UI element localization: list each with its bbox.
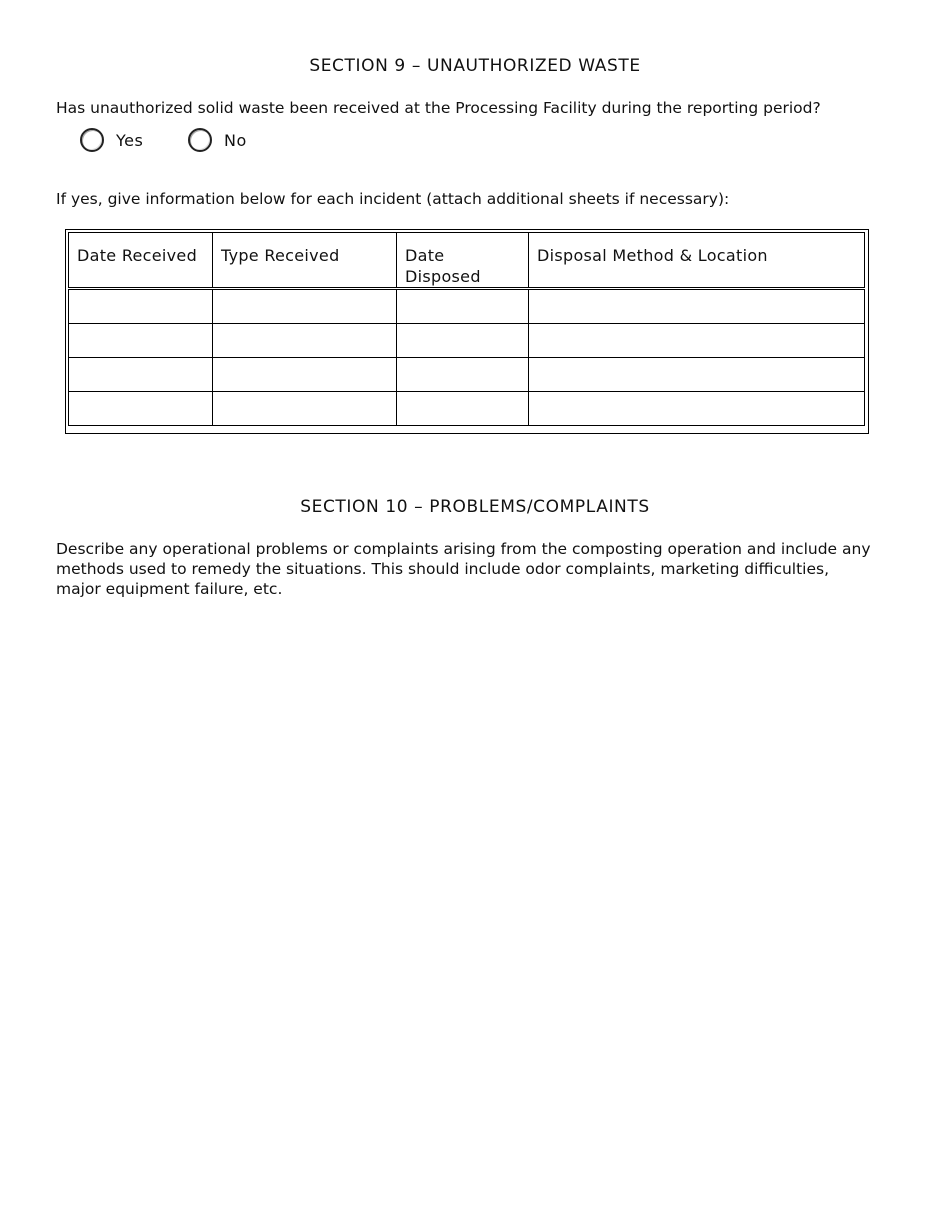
yes-radio-button[interactable] — [80, 128, 104, 152]
no-label: No — [224, 130, 247, 150]
type-received-cell[interactable] — [213, 392, 397, 426]
date-received-cell[interactable] — [69, 392, 213, 426]
problems-complaints-description: Describe any operational problems or complaints arising from the composting operation and include any methods used to remedy the situations. This should include odor complaints, marketing difficulties, major equipment failure, etc. — [56, 540, 871, 598]
date-disposed-cell[interactable] — [397, 358, 529, 392]
header-disposal-method-location: Disposal Method & Location — [529, 233, 865, 289]
date-disposed-cell[interactable] — [397, 324, 529, 358]
no-radio-button[interactable] — [188, 128, 212, 152]
date-disposed-cell[interactable] — [397, 289, 529, 324]
header-type-received: Type Received — [213, 233, 397, 289]
disposal-method-cell[interactable] — [529, 392, 865, 426]
type-received-cell[interactable] — [213, 324, 397, 358]
header-date-disposed: Date Disposed — [397, 233, 529, 289]
header-date-received: Date Received — [69, 233, 213, 289]
table-header-row — [69, 233, 865, 289]
table-row — [69, 392, 865, 426]
disposal-method-cell[interactable] — [529, 324, 865, 358]
incident-instructions: If yes, give information below for each incident (attach additional sheets if necessary): — [56, 190, 730, 208]
date-received-cell[interactable] — [69, 358, 213, 392]
type-received-cell[interactable] — [213, 358, 397, 392]
disposal-method-cell[interactable] — [529, 358, 865, 392]
incident-table-frame — [65, 229, 869, 434]
table-row — [69, 358, 865, 392]
table-row — [69, 289, 865, 324]
yes-option[interactable] — [80, 126, 143, 154]
section-9-title: SECTION 9 – UNAUTHORIZED WASTE — [309, 56, 641, 76]
disposal-method-cell[interactable] — [529, 289, 865, 324]
section-10-title: SECTION 10 – PROBLEMS/COMPLAINTS — [300, 497, 650, 517]
date-received-cell[interactable] — [69, 289, 213, 324]
date-disposed-cell[interactable] — [397, 392, 529, 426]
date-received-cell[interactable] — [69, 324, 213, 358]
type-received-cell[interactable] — [213, 289, 397, 324]
incident-table — [68, 232, 865, 426]
unauthorized-waste-question: Has unauthorized solid waste been received at the Processing Facility during the reporting period? — [56, 99, 821, 117]
table-row — [69, 324, 865, 358]
no-option[interactable] — [188, 126, 247, 154]
yes-label: Yes — [116, 130, 144, 150]
